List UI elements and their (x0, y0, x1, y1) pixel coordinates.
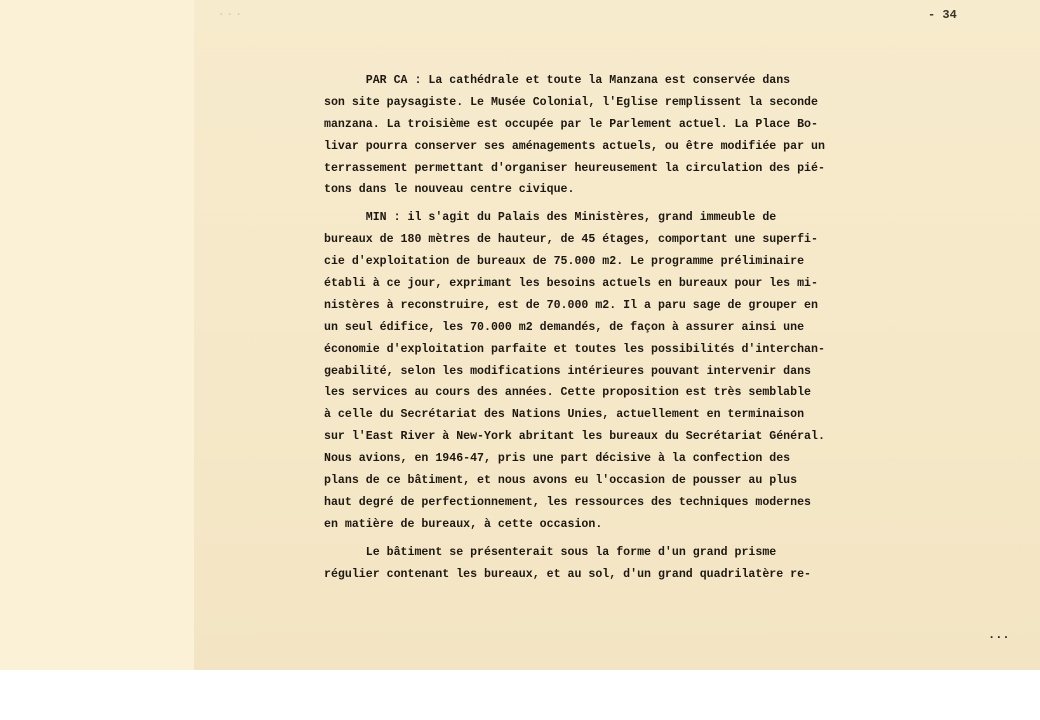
left-margin (0, 0, 194, 670)
text-line: les services au cours des années. Cette proposition est très semblable (324, 386, 812, 400)
text-line: geabilité, selon les modifications intérieures pouvant intervenir dans (324, 364, 812, 378)
continuation-mark: ... (988, 628, 1010, 642)
body-text (324, 70, 924, 585)
text-line: cie d'exploitation de bureaux de 75.000 m2. Le programme préliminaire (324, 255, 805, 269)
text-line: nistères à reconstruire, est de 70.000 m2. Il a paru sage de grouper en (324, 298, 818, 312)
page-number: - 34 (928, 8, 957, 22)
text-line: tons dans le nouveau centre civique. (324, 183, 575, 197)
text-line: en matière de bureaux, à cette occasion. (324, 517, 603, 531)
text-line: PAR CA : La cathédrale et toute la Manzana est conservée dans (324, 74, 791, 87)
text-line: à celle du Secrétariat des Nations Unies, actuellement en terminaison (324, 408, 805, 422)
text-line: établi à ce jour, exprimant les besoins actuels en bureaux pour les mi- (324, 277, 818, 291)
text-line: Nous avions, en 1946-47, pris une part décisive à la confection des (324, 452, 791, 466)
text-line: sur l'East River à New-York abritant les bureaux du Secrétariat Général. (324, 430, 825, 444)
text-line: haut degré de perfectionnement, les ressources des techniques modernes (324, 495, 812, 509)
text-line: son site paysagiste. Le Musée Colonial, l'Eglise remplissent la seconde (324, 95, 818, 109)
paragraph-batiment (324, 542, 924, 586)
text-line: plans de ce bâtiment, et nous avons eu l'occasion de pousser au plus (324, 474, 798, 488)
text-line: régulier contenant les bureaux, et au sol, d'un grand quadrilatère re- (324, 567, 812, 581)
text-line: un seul édifice, les 70.000 m2 demandés, de façon à assurer ainsi une (324, 320, 805, 334)
text-line: MIN : il s'agit du Palais des Ministères, grand immeuble de (324, 211, 777, 225)
text-line: terrassement permettant d'organiser heureusement la circulation des pié- (324, 161, 825, 175)
text-line: bureaux de 180 mètres de hauteur, de 45 étages, comportant une superfi- (324, 233, 818, 247)
text-line: Le bâtiment se présenterait sous la forme d'un grand prisme (324, 545, 777, 559)
paragraph-min (324, 207, 924, 535)
text-line: manzana. La troisième est occupée par le Parlement actuel. La Place Bo- (324, 117, 818, 131)
text-line: livar pourra conserver ses aménagements actuels, ou être modifiée par un (324, 139, 825, 153)
paragraph-par-ca (324, 70, 924, 201)
text-line: économie d'exploitation parfaite et toutes les possibilités d'interchan- (324, 342, 825, 356)
top-dots: ··· (218, 8, 244, 21)
